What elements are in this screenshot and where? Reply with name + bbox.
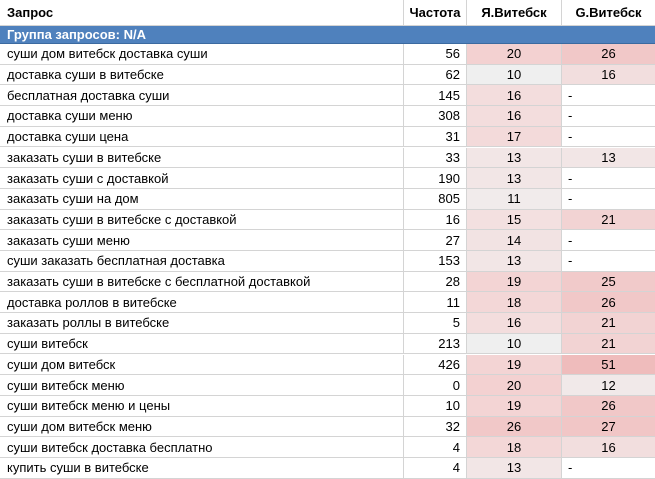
query-cell[interactable]: заказать суши в витебске с бесплатной доставкой [0,272,404,292]
table-row[interactable] [0,65,655,86]
frequency-cell[interactable]: 5 [404,313,467,333]
table-row[interactable] [0,458,655,479]
yandex-position-cell[interactable]: 17 [467,127,562,147]
frequency-cell[interactable]: 27 [404,230,467,250]
google-position-cell[interactable]: 16 [562,437,655,457]
google-position-cell[interactable]: 51 [562,355,655,375]
google-position-cell[interactable]: - [562,458,655,478]
google-position-cell[interactable]: - [562,251,655,271]
table-row[interactable] [0,168,655,189]
google-position-cell[interactable]: - [562,85,655,105]
frequency-cell[interactable]: 426 [404,355,467,375]
frequency-cell[interactable]: 62 [404,65,467,85]
query-cell[interactable]: доставка суши цена [0,127,404,147]
yandex-position-cell[interactable]: 16 [467,85,562,105]
table-row[interactable] [0,355,655,376]
frequency-cell[interactable]: 32 [404,417,467,437]
frequency-cell[interactable]: 805 [404,189,467,209]
yandex-position-cell[interactable]: 26 [467,417,562,437]
google-position-cell[interactable]: - [562,106,655,126]
header-row [0,0,655,26]
yandex-position-cell[interactable]: 13 [467,148,562,168]
frequency-cell[interactable]: 213 [404,334,467,354]
query-cell[interactable]: бесплатная доставка суши [0,85,404,105]
query-cell[interactable]: суши дом витебск меню [0,417,404,437]
yandex-position-cell[interactable]: 16 [467,106,562,126]
query-cell[interactable]: доставка роллов в витебске [0,292,404,312]
google-position-cell[interactable]: - [562,230,655,250]
table-row[interactable] [0,272,655,293]
table-row[interactable] [0,148,655,169]
yandex-position-cell[interactable]: 11 [467,189,562,209]
yandex-position-cell[interactable]: 13 [467,458,562,478]
frequency-cell[interactable]: 56 [404,44,467,64]
table-row[interactable] [0,127,655,148]
table-row[interactable] [0,437,655,458]
google-position-cell[interactable]: 26 [562,44,655,64]
google-position-cell[interactable]: 13 [562,148,655,168]
query-cell[interactable]: суши дом витебск [0,355,404,375]
google-position-cell[interactable]: 21 [562,313,655,333]
yandex-position-cell[interactable]: 20 [467,44,562,64]
google-position-cell[interactable]: - [562,189,655,209]
query-cell[interactable]: суши витебск доставка бесплатно [0,437,404,457]
yandex-position-cell[interactable]: 10 [467,65,562,85]
yandex-position-cell[interactable]: 18 [467,292,562,312]
query-cell[interactable]: купить суши в витебске [0,458,404,478]
query-cell[interactable]: заказать суши в витебске с доставкой [0,210,404,230]
query-cell[interactable]: суши витебск меню и цены [0,396,404,416]
query-cell[interactable]: суши заказать бесплатная доставка [0,251,404,271]
frequency-cell[interactable]: 10 [404,396,467,416]
table-row[interactable] [0,375,655,396]
query-cell[interactable]: заказать роллы в витебске [0,313,404,333]
frequency-cell[interactable]: 11 [404,292,467,312]
query-cell[interactable]: заказать суши на дом [0,189,404,209]
yandex-position-cell[interactable]: 20 [467,375,562,395]
google-position-cell[interactable]: 26 [562,292,655,312]
google-position-cell[interactable]: 21 [562,334,655,354]
table-row[interactable] [0,292,655,313]
yandex-position-cell[interactable]: 19 [467,355,562,375]
google-position-cell[interactable]: 27 [562,417,655,437]
yandex-position-cell[interactable]: 15 [467,210,562,230]
table-row[interactable] [0,189,655,210]
yandex-position-cell[interactable]: 10 [467,334,562,354]
frequency-cell[interactable]: 16 [404,210,467,230]
frequency-cell[interactable]: 33 [404,148,467,168]
yandex-position-cell[interactable]: 14 [467,230,562,250]
frequency-cell[interactable]: 145 [404,85,467,105]
table-row[interactable] [0,334,655,355]
yandex-position-cell[interactable]: 13 [467,168,562,188]
yandex-position-cell[interactable]: 13 [467,251,562,271]
table-row[interactable] [0,106,655,127]
frequency-cell[interactable]: 28 [404,272,467,292]
table-row[interactable] [0,85,655,106]
yandex-position-cell[interactable]: 19 [467,272,562,292]
frequency-cell[interactable]: 0 [404,375,467,395]
yandex-position-cell[interactable]: 19 [467,396,562,416]
table-row[interactable] [0,210,655,231]
query-cell[interactable]: заказать суши с доставкой [0,168,404,188]
google-position-cell[interactable]: 26 [562,396,655,416]
yandex-position-cell[interactable]: 18 [467,437,562,457]
table-row[interactable] [0,417,655,438]
table-row[interactable] [0,313,655,334]
group-row [0,26,655,44]
frequency-cell[interactable]: 31 [404,127,467,147]
query-cell[interactable]: суши дом витебск доставка суши [0,44,404,64]
table-row[interactable] [0,230,655,251]
query-cell[interactable]: доставка суши в витебске [0,65,404,85]
query-cell[interactable]: заказать суши в витебске [0,148,404,168]
google-position-cell[interactable]: - [562,127,655,147]
frequency-cell[interactable]: 4 [404,458,467,478]
frequency-cell[interactable]: 153 [404,251,467,271]
header-query[interactable]: Запрос [0,0,404,25]
header-google[interactable]: G.Витебск [575,5,642,20]
query-cell[interactable]: доставка суши меню [0,106,404,126]
header-yandex[interactable]: Я.Витебск [467,0,562,25]
query-cell[interactable]: суши витебск [0,334,404,354]
table-row[interactable] [0,251,655,272]
header-frequency[interactable]: Частота [404,0,467,25]
google-position-cell[interactable]: 12 [562,375,655,395]
table-row[interactable] [0,44,655,65]
frequency-cell[interactable]: 190 [404,168,467,188]
yandex-position-cell[interactable]: 16 [467,313,562,333]
google-position-cell[interactable]: 16 [562,65,655,85]
group-label[interactable]: Группа запросов: N/A [7,27,146,42]
google-position-cell[interactable]: 21 [562,210,655,230]
frequency-cell[interactable]: 4 [404,437,467,457]
google-position-cell[interactable]: - [562,168,655,188]
table-row[interactable] [0,396,655,417]
query-cell[interactable]: суши витебск меню [0,375,404,395]
query-cell[interactable]: заказать суши меню [0,230,404,250]
google-position-cell[interactable]: 25 [562,272,655,292]
frequency-cell[interactable]: 308 [404,106,467,126]
